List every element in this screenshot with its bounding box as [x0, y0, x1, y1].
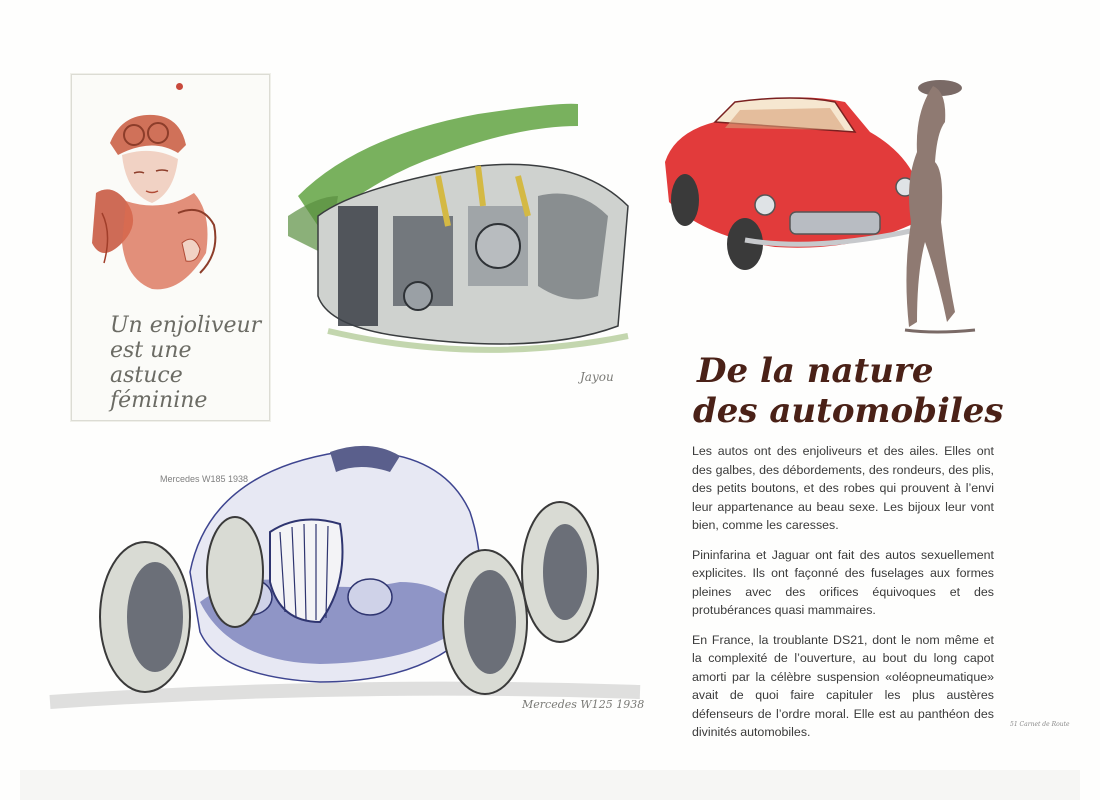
article-paragraph: En France, la troublante DS21, dont le nom même et la complexité de l’ouverture, au bout du long capot amorti par la célèbre suspension «oléopneumatique» avait de quoi faire capituler les plus austères défenseurs de l’ordre moral. Elle est au panthéon des divinités automobiles. [692, 632, 994, 739]
page-note: 51 Carnet de Route [1010, 721, 1070, 728]
engine-signature: Jayou [580, 370, 614, 384]
quote-line: Un enjoliveur [110, 313, 262, 338]
mercedes-caption: Mercedes W185 1938 [160, 474, 249, 484]
article-title [693, 351, 1023, 431]
article-paragraph: Les autos ont des enjoliveurs et des ailes. Elles ont des galbes, des débordements, des rondeurs, des plis, des petits boutons, et des robes qui prouvent à l’envi leur appartenance au beau sexe. Les bijoux leur vont bien, comme les caresses. [692, 444, 994, 532]
quote-line: est une astuce [110, 338, 192, 388]
card-quote [110, 313, 270, 413]
quote-line: féminine [110, 388, 208, 413]
mercedes-signature: Mercedes W125 1938 [522, 698, 645, 711]
title-line: des automobiles [693, 391, 1004, 431]
title-line: De la nature [697, 351, 934, 391]
scan-edge [20, 770, 1080, 800]
quote-card [71, 74, 270, 421]
engine-illustration [278, 96, 638, 366]
mercedes-illustration [40, 432, 660, 722]
aviator-woman-illustration [82, 93, 242, 298]
pin-icon [176, 83, 183, 90]
article-body [692, 442, 994, 753]
article-paragraph: Pininfarina et Jaguar ont fait des autos sexuellement explicites. Ils ont façonné des fuselages aux formes pleines avec des orifices équivoques et des protubérances quasi mammaires. [692, 547, 994, 617]
red-car-illustration [655, 72, 1000, 342]
